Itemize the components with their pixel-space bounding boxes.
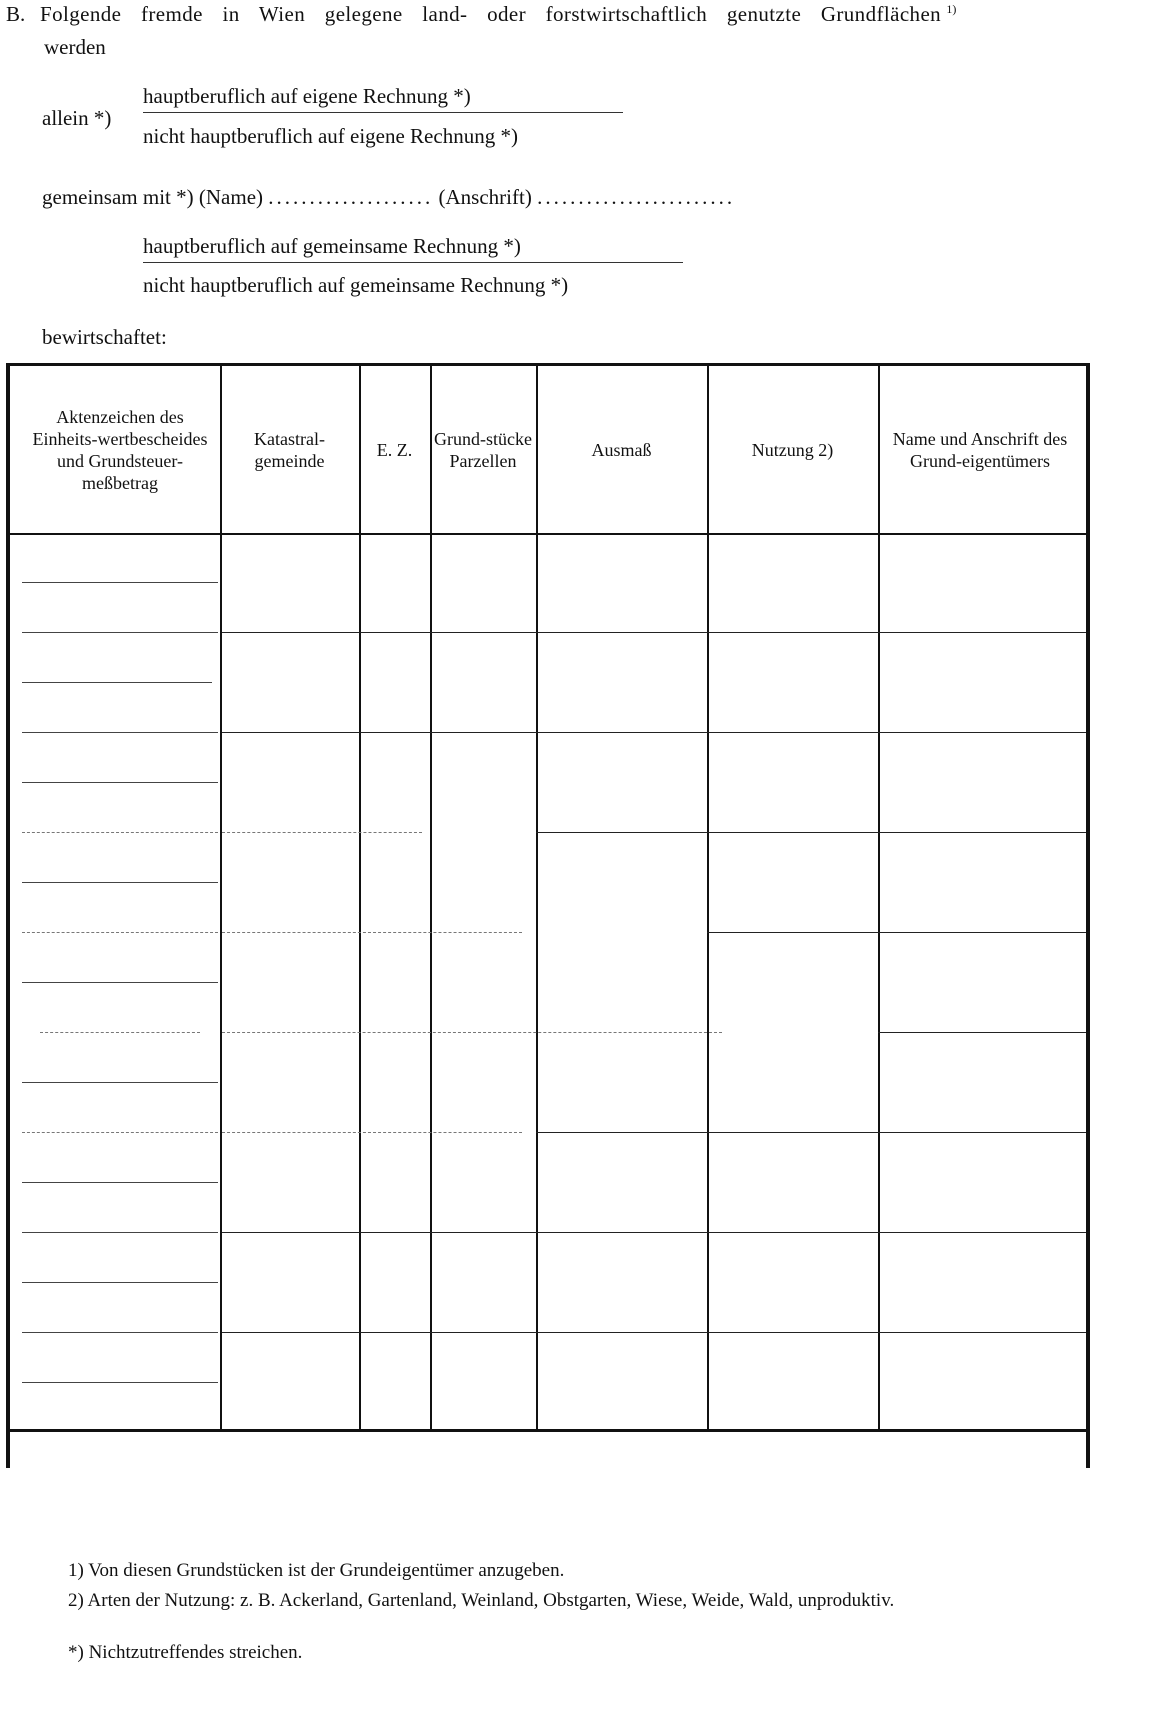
row-divider xyxy=(878,1032,1086,1033)
joint-address-label: (Anschrift) xyxy=(438,185,532,209)
row-divider xyxy=(222,1032,722,1033)
row-divider xyxy=(222,1132,522,1133)
row-divider xyxy=(222,932,522,933)
first-col-divider xyxy=(22,982,218,983)
heading-text: Folgende fremde in Wien gelegene land- oder forstwirtschaftlich genutzte Grundflächen xyxy=(40,2,942,26)
first-col-divider xyxy=(22,932,218,933)
first-col-divider xyxy=(22,882,218,883)
header-parcels: Grund-stücke Parzellen xyxy=(434,428,532,471)
table-header-border xyxy=(10,533,1086,535)
first-col-divider xyxy=(22,582,218,583)
joint-address-field[interactable]: ........................ xyxy=(537,185,736,209)
first-col-divider xyxy=(22,682,212,683)
parcel-table xyxy=(6,363,1090,1468)
row-divider xyxy=(222,632,878,633)
joint-name-field[interactable]: .................... xyxy=(268,185,434,209)
joint-line xyxy=(42,185,735,210)
section-heading xyxy=(6,2,1086,59)
heading-continuation: werden xyxy=(44,35,106,59)
joint-name-label: gemeinsam mit *) (Name) xyxy=(42,185,264,209)
joint-option-main-shared[interactable]: hauptberuflich auf gemeinsame Rechnung *) xyxy=(143,234,683,263)
header-area: Ausmaß xyxy=(591,439,652,460)
first-col-divider xyxy=(22,782,218,783)
first-col-divider xyxy=(22,1382,218,1383)
heading-footnote-ref: 1) xyxy=(946,2,957,16)
footnote-star: *) Nichtzutreffendes streichen. xyxy=(68,1642,303,1663)
first-col-divider xyxy=(22,1332,218,1333)
row-divider xyxy=(536,1132,1086,1133)
row-divider xyxy=(222,1232,1086,1233)
footnotes xyxy=(6,1556,1086,1668)
table-bottom-border xyxy=(10,1429,1086,1432)
first-col-divider xyxy=(22,1082,218,1083)
row-divider xyxy=(536,832,1086,833)
row-divider xyxy=(222,732,1086,733)
row-divider xyxy=(878,632,1086,633)
header-cadastral-municipality: Katastral-gemeinde xyxy=(254,428,325,471)
first-col-divider xyxy=(22,1232,218,1233)
first-col-divider xyxy=(22,732,218,733)
header-ez: E. Z. xyxy=(376,439,413,460)
row-divider xyxy=(222,832,422,833)
alone-option-main-own[interactable]: hauptberuflich auf eigene Rechnung *) xyxy=(143,84,623,113)
first-col-divider xyxy=(22,632,218,633)
footnote-2: 2) Arten der Nutzung: z. B. Ackerland, Gartenland, Weinland, Obstgarten, Wiese, Weide, Wald, unproduktiv. xyxy=(68,1590,895,1611)
alone-option-secondary-own[interactable]: nicht hauptberuflich auf eigene Rechnung *) xyxy=(143,124,518,148)
section-marker: B. xyxy=(6,2,26,26)
managed-label: bewirtschaftet: xyxy=(42,325,167,349)
joint-option-secondary-shared[interactable]: nicht hauptberuflich auf gemeinsame Rechnung *) xyxy=(143,273,569,297)
first-col-divider xyxy=(22,1282,218,1283)
first-col-divider xyxy=(22,1132,218,1133)
footnote-1: 1) Von diesen Grundstücken ist der Grundeigentümer anzugeben. xyxy=(68,1560,565,1581)
header-file-number: Aktenzeichen des Einheits-wertbescheides und Grundsteuer-meßbetrag xyxy=(32,406,208,493)
header-owner: Name und Anschrift des Grund-eigentümers xyxy=(892,428,1068,471)
first-col-divider xyxy=(22,1182,218,1183)
first-col-divider xyxy=(22,832,218,833)
row-divider xyxy=(222,1332,1086,1333)
header-usage: Nutzung 2) xyxy=(751,439,834,460)
alone-label: allein *) xyxy=(42,106,112,130)
first-col-divider xyxy=(40,1032,200,1033)
row-divider xyxy=(707,932,1086,933)
